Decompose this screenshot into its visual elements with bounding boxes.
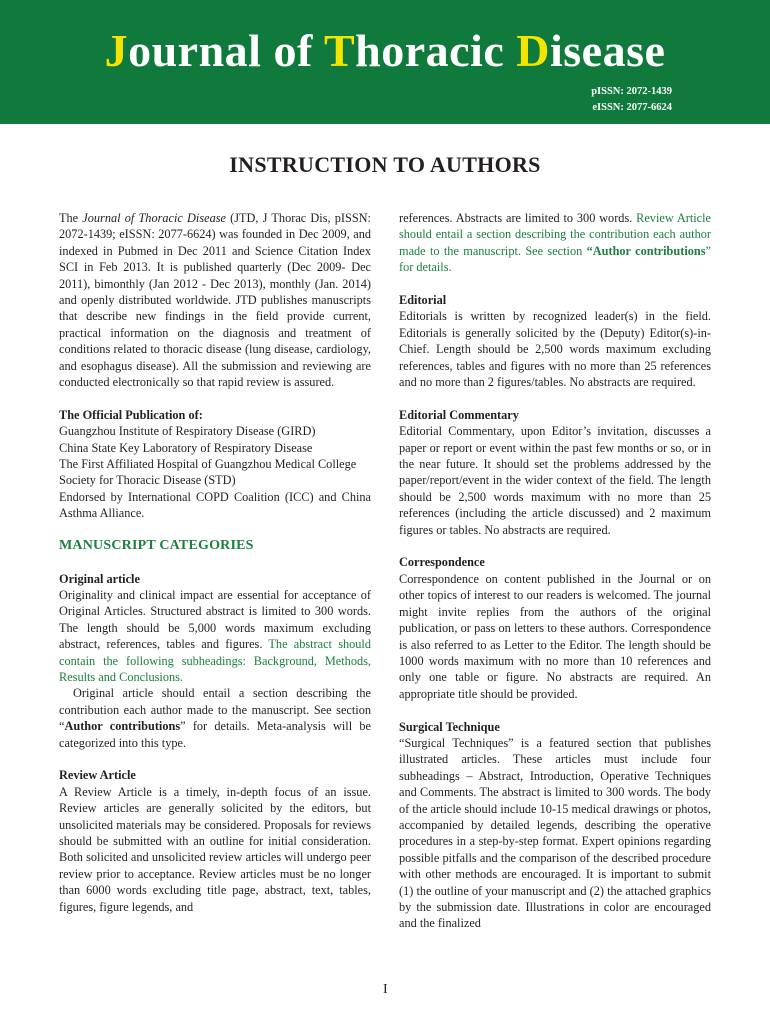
subheading-correspondence: Correspondence bbox=[399, 555, 485, 570]
intro-paragraph: The Journal of Thoracic Disease (JTD, J Thorac Dis, pISSN: 2072-1439; eISSN: 2077-6624) was founded in Dec 2009, and indexed in Pubmed in Dec 2011 and Science Citation Index SCI in Feb 2013. It is published quarterly (Dec 2009- Dec 2011), bimonthly (Jan 2012 - Dec 2013), monthly (Jan. 2014) and openly distributed worldwide. JTD publishes manuscripts that describe new findings in the field provide current, practical information on the diagnosis and treatment of conditions related to thoracic disease (lung disease, cardiology, and esophagus disease). All the submission and reviewing are conducted electronically so that rapid review is assured. bbox=[59, 211, 371, 390]
title-initial-t: T bbox=[323, 25, 356, 76]
review-paragraph: A Review Article is a timely, in-depth focus of an issue. Review articles are generally solicited by the editors, but unsolicited materials may be considered. Proposals for reviews should be submitted with an outline for initial consideration. Both solicited and unsolicited review articles will undergo peer review prior to acceptance. Review articles must be no longer than 6000 words excluding title page, abstract, text, tables, figures, figure legends, and bbox=[59, 784, 371, 914]
journal-name-italic: Journal of Thoracic Disease bbox=[82, 211, 226, 225]
surgical-paragraph: “Surgical Techniques” is a featured section that publishes illustrated articles. These articles must include four subheadings – Abstract, Introduction, Operative Techniques and Comments. The abstract is limited to 300 words. The body of the article should include 10-15 medical drawings or photos, accompanied by detailed legends, describing the operative procedures in a step-by-step format. Expert opinions regarding possible pitfalls and the comparison of the described procedure with other methods are encouraged. It is important to submit (1) the outline of your manuscript and (2) the attached graphics by the submission date. Illustrations in color are encouraged and the finalized bbox=[399, 735, 711, 931]
page-heading: INSTRUCTION TO AUTHORS bbox=[229, 152, 541, 177]
subheading-commentary: Editorial Commentary bbox=[399, 407, 519, 422]
title-initial-j: J bbox=[104, 25, 129, 76]
left-column bbox=[59, 210, 371, 915]
subheading-surgical: Surgical Technique bbox=[399, 719, 500, 734]
title-part: horacic bbox=[355, 25, 517, 76]
pissn-label: pISSN: 2072-1439 bbox=[591, 86, 672, 97]
subheading-editorial: Editorial bbox=[399, 293, 447, 308]
original-paragraph: Originality and clinical impact are essential for acceptance of Original Articles. Structured abstract is limited to 300 words. The length should be 5,000 words maximum excluding abstract, references, tables and figures. The abstract should contain the following subheadings: Background, Methods, Results and Conclusions. bbox=[59, 587, 371, 684]
page-number: I bbox=[383, 982, 388, 997]
right-column bbox=[399, 210, 711, 932]
official-line: The First Affiliated Hospital of Guangzhou Medical College bbox=[59, 457, 357, 472]
author-contrib-bold: Author contributions bbox=[64, 719, 181, 734]
title-initial-d: D bbox=[516, 25, 550, 76]
eissn-label: eISSN: 2077-6624 bbox=[592, 102, 672, 113]
official-line: Guangzhou Institute of Respiratory Disease (GIRD) bbox=[59, 424, 316, 439]
journal-banner bbox=[0, 0, 770, 124]
subheading-original: Original article bbox=[59, 571, 140, 586]
original-abstract-note: The abstract should contain the following subheadings: Background, Methods, Results and Conclusions. bbox=[59, 637, 371, 684]
correspondence-paragraph: Correspondence on content published in the Journal or on other topics of interest to our readers is welcomed. The journal might invite replies from the authors of the original publication, or pass on letters to these authors. Correspondence is also referred to as Letter to the Editor. The length should be 1000 words maximum with no more than 10 references and only one table or figure. No abstracts are required. An appropriate title should be provided. bbox=[399, 571, 711, 701]
commentary-paragraph: Editorial Commentary, upon Editor’s invitation, discusses a paper or report or event within the past few months or so, or in the near future. It should set the problems addressed by the paper/report/event in the wider context of the field. The length should be 2,500 words maximum with no more than 25 references (including the article discussed) and 2 maximum figures or tables. No abstracts are required. bbox=[399, 424, 711, 537]
title-part: ournal of bbox=[128, 25, 324, 76]
official-line: Society for Thoracic Disease (STD) bbox=[59, 473, 236, 488]
official-title: The Official Publication of: bbox=[59, 407, 203, 422]
editorial-paragraph: Editorials is written by recognized leader(s) in the field. Editorials is generally solicited by the (Deputy) Editor(s)-in-Chief. Length should be 2,500 words maximum excluding references, tables and figures with no more than 25 references and no more than 2 figures/tables. No abstracts are required. bbox=[399, 309, 711, 390]
journal-title bbox=[0, 24, 770, 78]
review-continued: references. Abstracts are limited to 300 words. Review Article should entail a section describing the contribution each author made to the manuscript. See section “Author contributions” for details. bbox=[399, 211, 711, 275]
original-contrib-paragraph: Original article should entail a section describing the contribution each author made to the manuscript. See section “Author contributions” for details. Meta-analysis will be categorized into this type. bbox=[59, 686, 371, 750]
section-title-manuscript: MANUSCRIPT CATEGORIES bbox=[59, 538, 254, 554]
title-part: isease bbox=[549, 25, 666, 76]
official-line: China State Key Laboratory of Respiratory Disease bbox=[59, 440, 313, 455]
official-line: Endorsed by International COPD Coalition (ICC) and China Asthma Alliance. bbox=[59, 489, 371, 521]
subheading-review: Review Article bbox=[59, 768, 136, 783]
